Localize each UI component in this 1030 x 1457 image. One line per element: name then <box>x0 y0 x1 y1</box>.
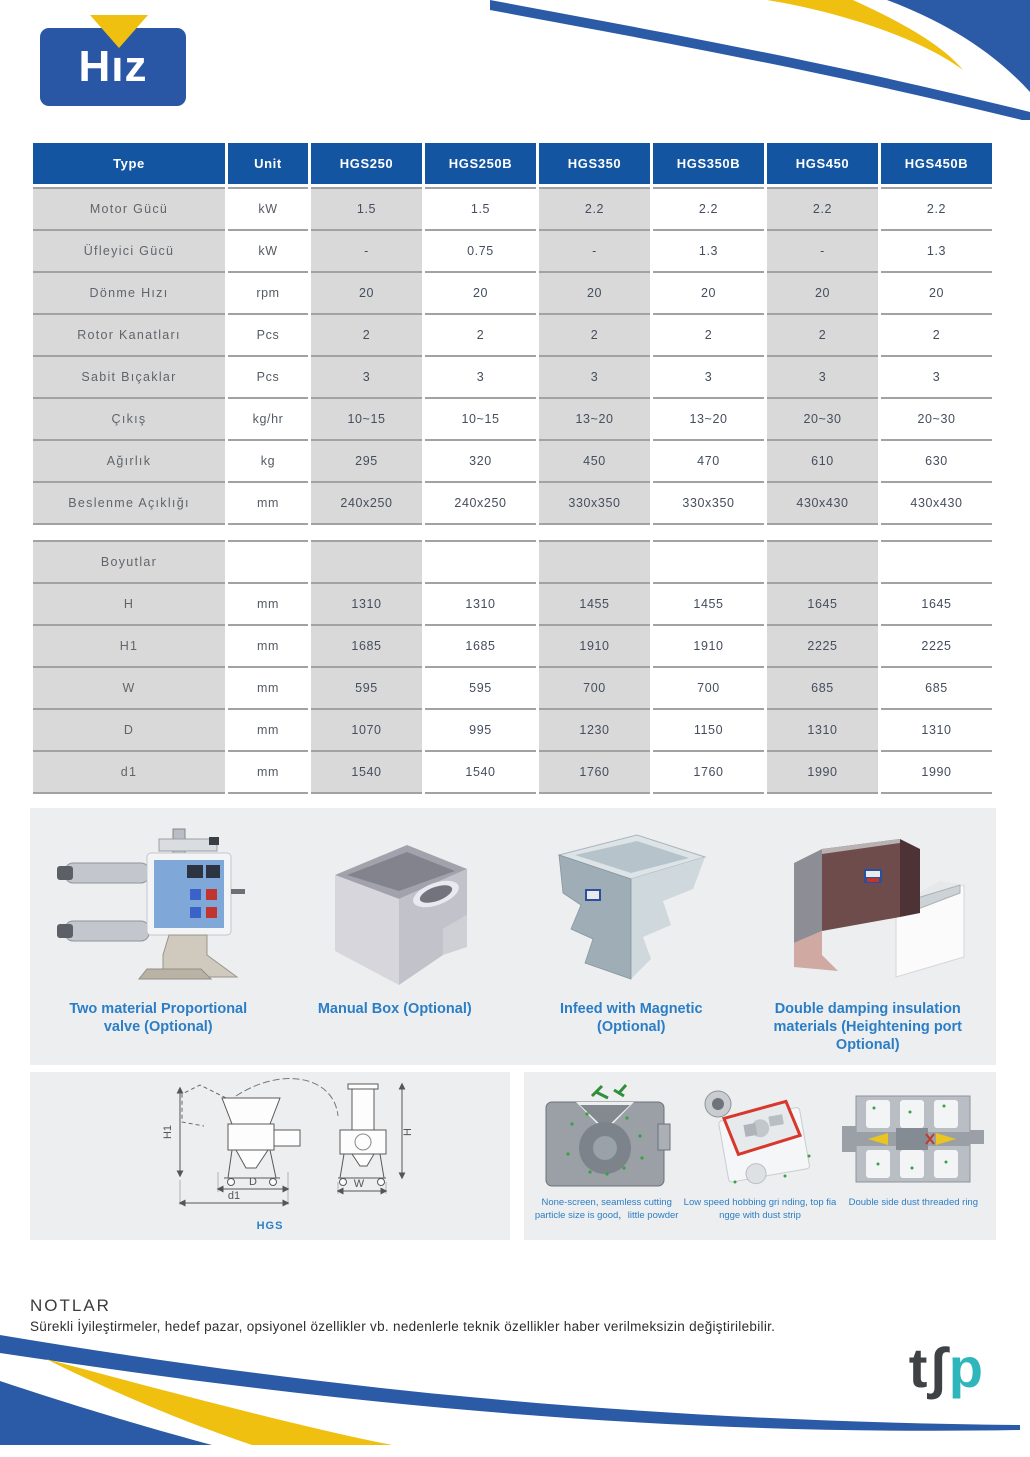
notes-text: Sürekli İyileştirmeler, hedef pazar, opsiyonel özellikler vb. nedenlerle teknik özellikler haber verilmeksizin değiştirilebilir. <box>30 1319 776 1334</box>
unit-cell: Pcs <box>228 315 308 357</box>
tsp-letter-s: ∫ <box>930 1336 949 1399</box>
value-cell: 1310 <box>881 710 992 752</box>
proportional-valve-image <box>51 820 266 992</box>
table-row <box>33 584 992 626</box>
svg-text:H: H <box>402 1128 414 1136</box>
table-row <box>33 231 992 273</box>
unit-cell: mm <box>228 626 308 668</box>
value-cell: 2.2 <box>539 187 650 231</box>
double-damping-image <box>768 820 968 992</box>
brand-logo <box>40 28 186 106</box>
value-cell: 3 <box>539 357 650 399</box>
value-cell: 20 <box>767 273 878 315</box>
technical-drawing-panel <box>30 1072 510 1240</box>
value-cell: 2 <box>539 315 650 357</box>
unit-cell: Pcs <box>228 357 308 399</box>
option-caption: Manual Box (Optional) <box>317 1001 472 1017</box>
unit-cell: mm <box>228 483 308 525</box>
option-manual-box <box>277 820 514 1065</box>
drawing-caption: HGS <box>256 1220 284 1232</box>
value-cell: 1310 <box>767 710 878 752</box>
row-label-cell: Boyutlar <box>33 540 225 584</box>
value-cell: 2 <box>311 315 422 357</box>
value-cell: 2 <box>767 315 878 357</box>
value-cell: 1645 <box>881 584 992 626</box>
row-label-cell: Rotor Kanatları <box>33 315 225 357</box>
value-cell: 2 <box>653 315 764 357</box>
option-infeed-magnetic <box>513 820 750 1065</box>
notes-section <box>30 1296 910 1334</box>
row-label-cell: Beslenme Açıklığı <box>33 483 225 525</box>
features-panel <box>524 1072 996 1240</box>
value-cell: 20 <box>653 273 764 315</box>
spec-table-section <box>30 143 996 525</box>
value-cell: 610 <box>767 441 878 483</box>
value-cell: 1150 <box>653 710 764 752</box>
table-row <box>33 752 992 794</box>
value-cell: 1455 <box>539 584 650 626</box>
value-cell: 1.3 <box>881 231 992 273</box>
value-cell: 1.5 <box>311 187 422 231</box>
value-cell: 2.2 <box>767 187 878 231</box>
table-row <box>33 399 992 441</box>
unit-cell: mm <box>228 584 308 626</box>
feature-caption: Double side dust threaded ring <box>848 1197 979 1208</box>
top-swoosh-decoration-icon <box>490 0 1030 120</box>
value-cell: 3 <box>767 357 878 399</box>
value-cell: 20~30 <box>767 399 878 441</box>
unit-cell: rpm <box>228 273 308 315</box>
svg-text:H1: H1 <box>162 1124 174 1140</box>
threaded-ring-image <box>838 1084 988 1192</box>
value-cell: 1990 <box>881 752 992 794</box>
value-cell: 1070 <box>311 710 422 752</box>
value-cell: 20 <box>425 273 536 315</box>
row-label-cell: Ağırlık <box>33 441 225 483</box>
bottom-swoosh-decoration-icon <box>0 1333 1030 1445</box>
value-cell: 3 <box>653 357 764 399</box>
value-cell: 1.3 <box>653 231 764 273</box>
value-cell: 1540 <box>311 752 422 794</box>
value-cell: 430x430 <box>767 483 878 525</box>
row-label-cell: Çıkış <box>33 399 225 441</box>
value-cell: 700 <box>653 668 764 710</box>
value-cell <box>881 540 992 584</box>
col-header-hgs450b: HGS450B <box>881 143 992 187</box>
option-caption: Infeed with Magnetic (Optional) <box>559 1001 703 1036</box>
option-caption: Two material Proportional valve (Optional) <box>69 1001 248 1036</box>
table-row <box>33 441 992 483</box>
option-caption: Double damping insulation materials (Heightening port Optional) <box>773 1001 963 1054</box>
table-row <box>33 668 992 710</box>
value-cell: 450 <box>539 441 650 483</box>
col-header-hgs350: HGS350 <box>539 143 650 187</box>
value-cell: 1685 <box>425 626 536 668</box>
value-cell <box>767 540 878 584</box>
col-header-hgs450: HGS450 <box>767 143 878 187</box>
col-header-hgs250: HGS250 <box>311 143 422 187</box>
value-cell <box>653 540 764 584</box>
feature-none-screen <box>530 1084 683 1240</box>
tsp-logo <box>908 1336 986 1399</box>
tsp-letter-t: t <box>908 1336 931 1399</box>
option-double-damping <box>750 820 987 1065</box>
value-cell: 20 <box>311 273 422 315</box>
row-label-cell: H <box>33 584 225 626</box>
unit-cell <box>228 540 308 584</box>
value-cell: 2 <box>881 315 992 357</box>
dimensions-table-section <box>30 540 996 794</box>
value-cell: - <box>539 231 650 273</box>
unit-cell: mm <box>228 710 308 752</box>
value-cell: 320 <box>425 441 536 483</box>
value-cell: 0.75 <box>425 231 536 273</box>
value-cell: - <box>767 231 878 273</box>
row-label-cell: Üfleyici Gücü <box>33 231 225 273</box>
unit-cell: mm <box>228 752 308 794</box>
tsp-letter-p: p <box>948 1336 986 1399</box>
row-label-cell: d1 <box>33 752 225 794</box>
feature-hobbing-grinding <box>683 1084 836 1240</box>
value-cell: 595 <box>425 668 536 710</box>
col-header-hgs250b: HGS250B <box>425 143 536 187</box>
row-label-cell: Motor Gücü <box>33 187 225 231</box>
value-cell: 10~15 <box>311 399 422 441</box>
value-cell: 1760 <box>653 752 764 794</box>
value-cell: 20 <box>881 273 992 315</box>
value-cell: 1990 <box>767 752 878 794</box>
value-cell: 430x430 <box>881 483 992 525</box>
notes-title: NOTLAR <box>30 1296 111 1315</box>
row-label-cell: H1 <box>33 626 225 668</box>
unit-cell: kW <box>228 231 308 273</box>
value-cell: 240x250 <box>425 483 536 525</box>
logo-text: Hız <box>78 42 148 91</box>
value-cell: 1455 <box>653 584 764 626</box>
value-cell: 295 <box>311 441 422 483</box>
unit-cell: kg/hr <box>228 399 308 441</box>
value-cell: 2225 <box>767 626 878 668</box>
table-row <box>33 540 992 584</box>
value-cell: 20~30 <box>881 399 992 441</box>
value-cell: 3 <box>425 357 536 399</box>
svg-text:D: D <box>249 1176 257 1188</box>
value-cell: 330x350 <box>653 483 764 525</box>
value-cell: 330x350 <box>539 483 650 525</box>
table-row <box>33 710 992 752</box>
table-row <box>33 357 992 399</box>
value-cell: 3 <box>311 357 422 399</box>
value-cell: 595 <box>311 668 422 710</box>
col-header-type: Type <box>33 143 225 187</box>
svg-text:d1: d1 <box>227 1190 241 1202</box>
value-cell: 1685 <box>311 626 422 668</box>
unit-cell: kg <box>228 441 308 483</box>
table-row <box>33 273 992 315</box>
value-cell: 1310 <box>311 584 422 626</box>
value-cell: - <box>311 231 422 273</box>
unit-cell: kW <box>228 187 308 231</box>
value-cell: 685 <box>881 668 992 710</box>
svg-text:W: W <box>353 1178 365 1190</box>
feature-dust-ring <box>837 1084 990 1240</box>
value-cell: 1910 <box>539 626 650 668</box>
dimensions-table <box>30 540 995 794</box>
value-cell <box>311 540 422 584</box>
value-cell: 700 <box>539 668 650 710</box>
dimension-drawing-image <box>30 1072 510 1212</box>
manual-box-image <box>305 820 485 992</box>
table-row <box>33 483 992 525</box>
value-cell: 10~15 <box>425 399 536 441</box>
value-cell <box>539 540 650 584</box>
value-cell: 1540 <box>425 752 536 794</box>
row-label-cell: D <box>33 710 225 752</box>
value-cell: 2225 <box>881 626 992 668</box>
value-cell: 13~20 <box>539 399 650 441</box>
value-cell: 1310 <box>425 584 536 626</box>
table-row <box>33 626 992 668</box>
feature-caption: Low speed hobbing gri nding, top fia ngge with dust strip <box>683 1197 837 1221</box>
value-cell: 685 <box>767 668 878 710</box>
value-cell: 20 <box>539 273 650 315</box>
spec-header-row <box>33 143 992 187</box>
value-cell: 1230 <box>539 710 650 752</box>
value-cell <box>425 540 536 584</box>
value-cell: 1.5 <box>425 187 536 231</box>
infeed-magnetic-image <box>541 820 721 992</box>
row-label-cell: Sabit Bıçaklar <box>33 357 225 399</box>
cutting-chamber-image <box>532 1084 682 1192</box>
options-panel <box>30 808 996 1065</box>
value-cell: 1645 <box>767 584 878 626</box>
value-cell: 630 <box>881 441 992 483</box>
value-cell: 2.2 <box>881 187 992 231</box>
value-cell: 995 <box>425 710 536 752</box>
value-cell: 470 <box>653 441 764 483</box>
col-header-unit: Unit <box>228 143 308 187</box>
table-row <box>33 187 992 231</box>
row-label-cell: Dönme Hızı <box>33 273 225 315</box>
spec-table <box>30 143 995 525</box>
unit-cell: mm <box>228 668 308 710</box>
option-proportional-valve <box>40 820 277 1065</box>
row-label-cell: W <box>33 668 225 710</box>
value-cell: 3 <box>881 357 992 399</box>
grinding-unit-image <box>685 1084 835 1192</box>
col-header-hgs350b: HGS350B <box>653 143 764 187</box>
value-cell: 1910 <box>653 626 764 668</box>
feature-caption: None-screen, seamless cutting particle size is good，little powder <box>534 1197 679 1221</box>
value-cell: 2.2 <box>653 187 764 231</box>
value-cell: 240x250 <box>311 483 422 525</box>
value-cell: 1760 <box>539 752 650 794</box>
value-cell: 13~20 <box>653 399 764 441</box>
table-row <box>33 315 992 357</box>
value-cell: 2 <box>425 315 536 357</box>
